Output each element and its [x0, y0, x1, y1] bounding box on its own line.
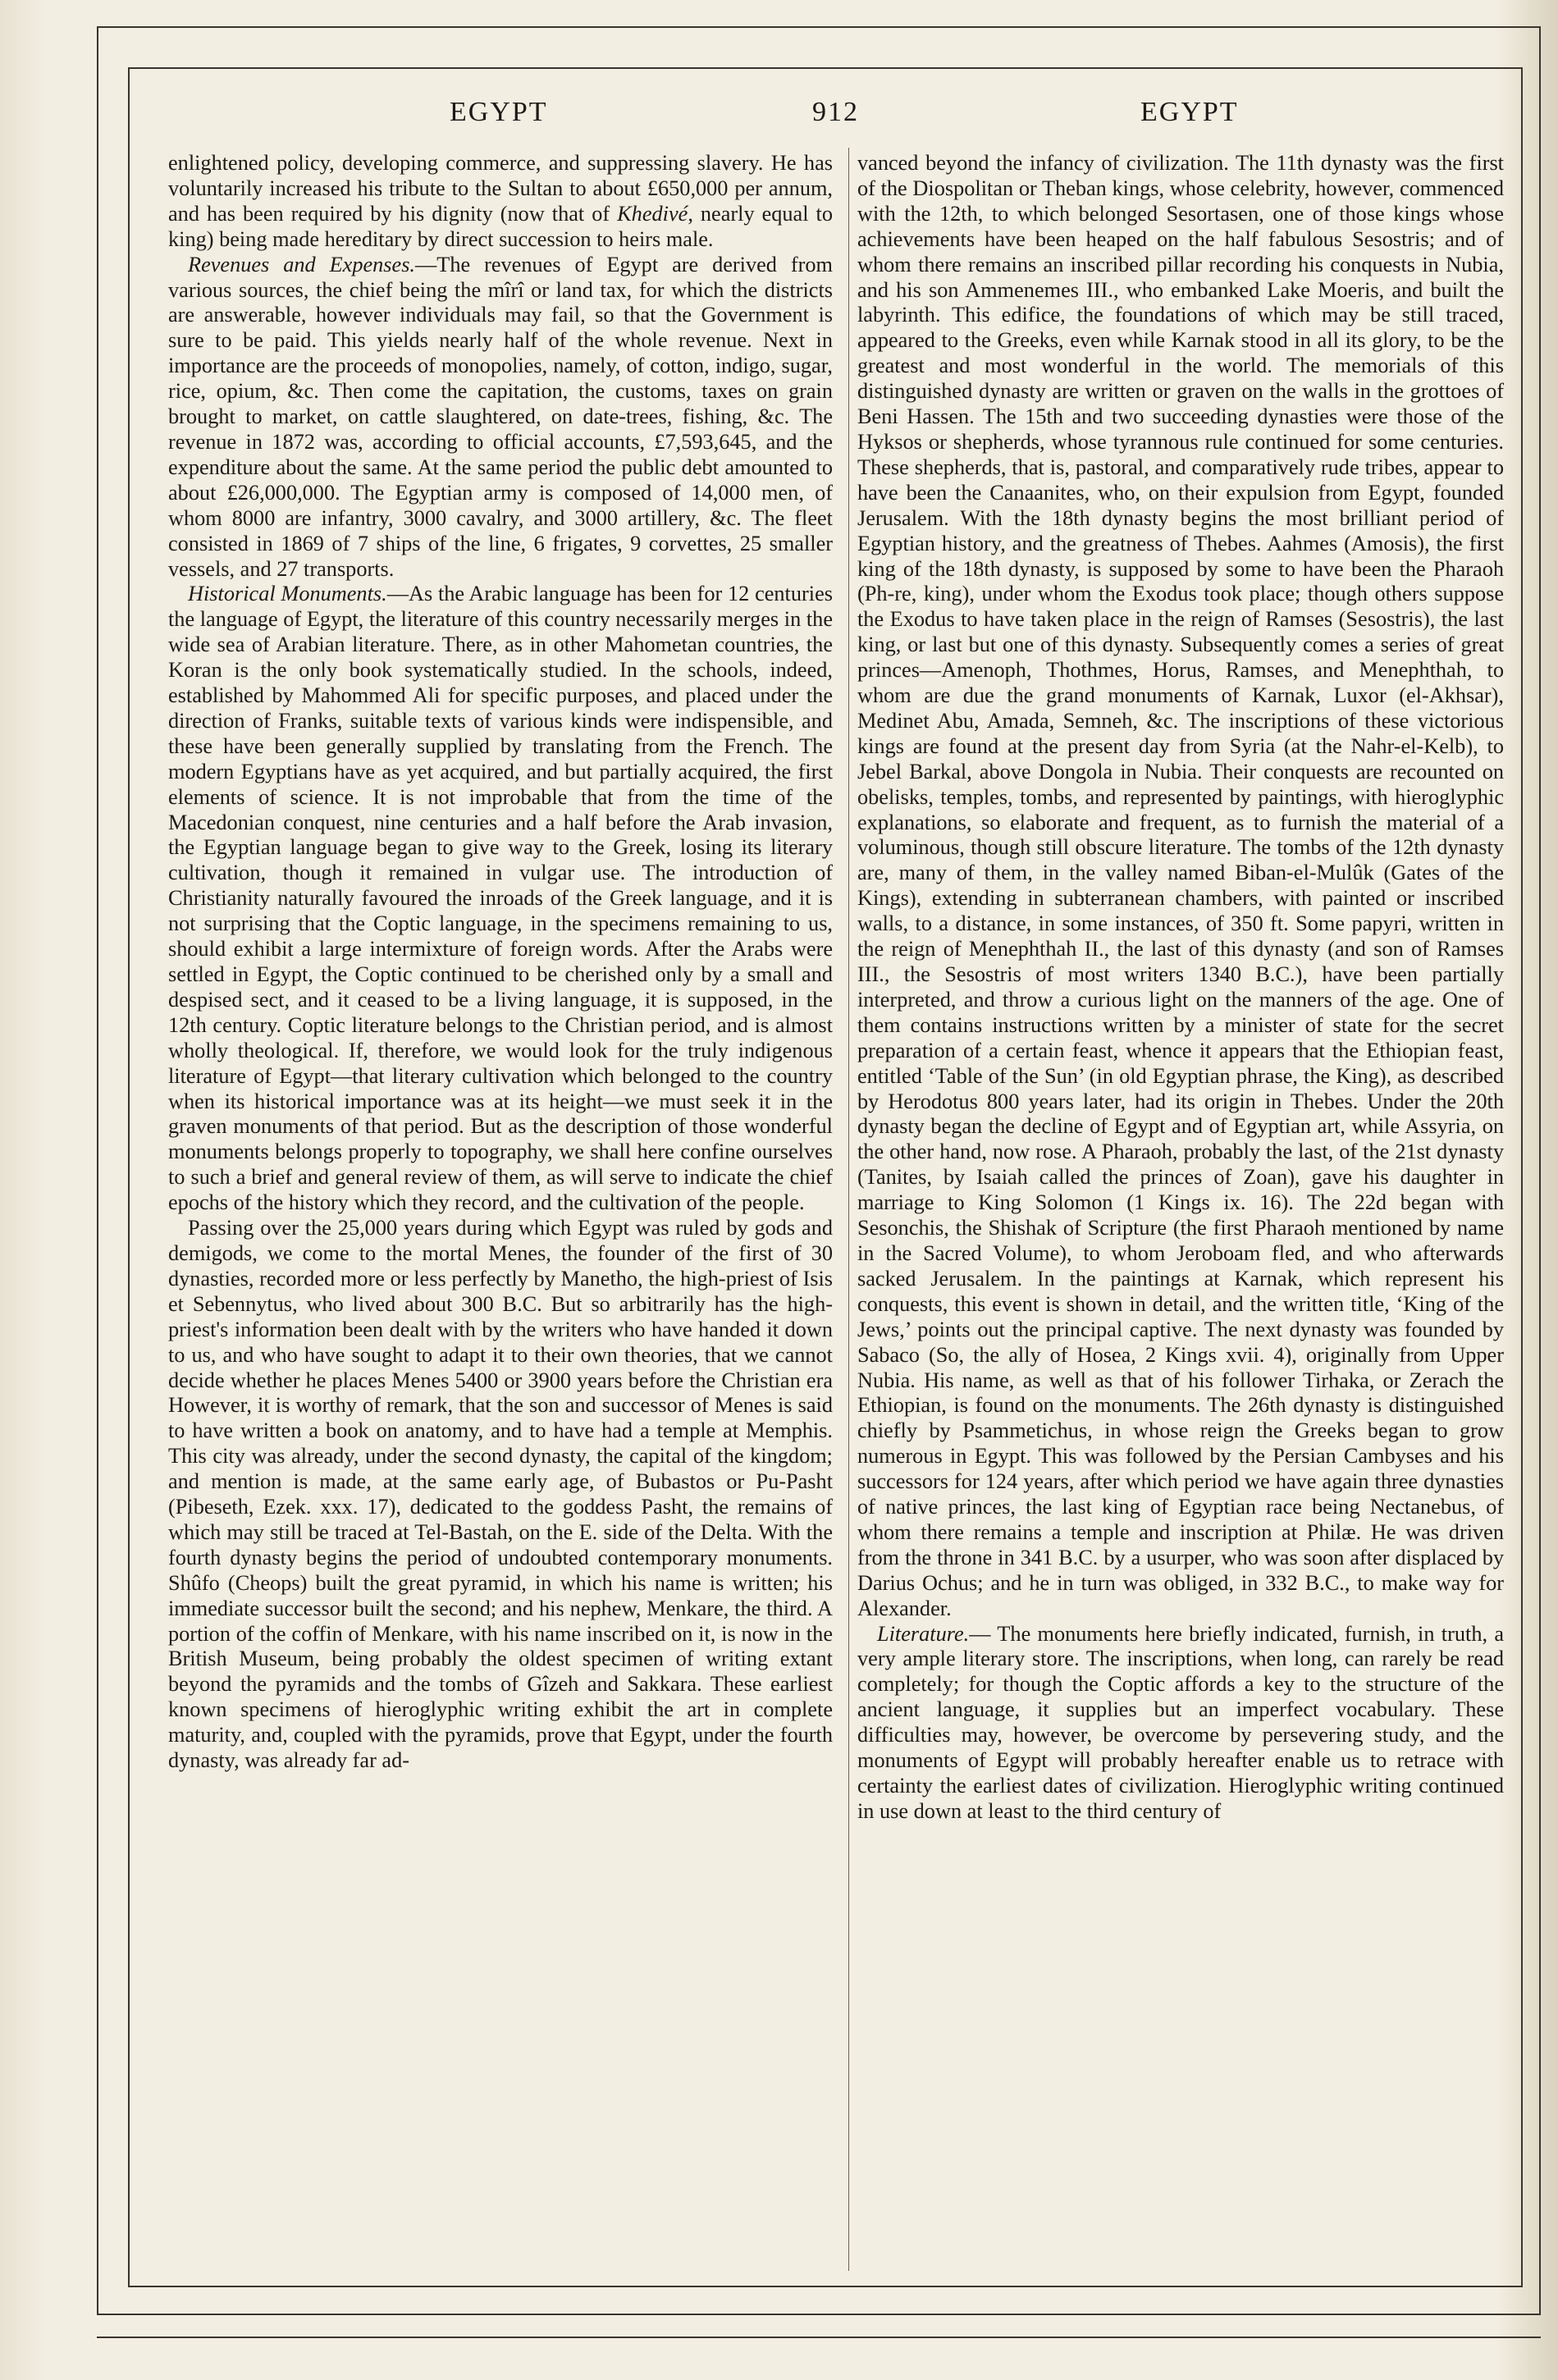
page-number: 912 — [812, 97, 859, 127]
section-heading-revenues: Revenues and Expenses. — [188, 252, 415, 276]
bottom-rule — [97, 2337, 1541, 2338]
left-column — [168, 151, 833, 2268]
paragraph: enlightened policy, developing commerce, and suppressing slavery. He has voluntarily increased his tribute to the Sultan to about £650,000 per annum, and has been required by his dignity (now that of Khedivé, nearly equal to king) being made hereditary by direct succession to heirs male. — [168, 151, 833, 251]
paragraph-historical-monuments: Historical Monuments.—As the Arabic language has been for 12 centuries the language of Egypt, the literature of this country necessarily merges in the wide sea of Arabian literature. There, as in other Mahometan countries, the Koran is the only book systematically studied. In the schools, indeed, established by Mahommed Ali for specific purposes, and placed under the direction of Franks, suitable texts of various kinds were indispensible, and these have been generally supplied by translating from the French. The modern Egyptians have as yet acquired, and but partially acquired, the first elements of science. It is not improbable that from the time of the Macedonian conquest, nine centuries and a half before the Arab invasion, the Egyptian language began to give way to the Greek, losing its literary cultivation, though it remained in vulgar use. The introduction of Christianity naturally favoured the inroads of the Greek language, and it is not surprising that the Coptic language, in the specimens remaining to us, should exhibit a large intermixture of foreign words. After the Arabs were settled in Egypt, the Coptic continued to be cherished only by a small and despised sect, and it ceased to be a living language, it is supposed, in the 12th century. Coptic literature belongs to the Christian period, and is almost wholly theological. If, therefore, we would look for the truly indigenous literature of Egypt—that literary cultivation which belonged to the country when its historical importance was at its height—we must seek it in the graven monuments of that period. But as the description of those wonderful monuments belongs properly to topography, we shall here confine ourselves to such a brief and general review of them, as will serve to indicate the chief epochs of the history which they record, and the cultivation of the people. — [168, 582, 833, 1215]
right-column — [857, 151, 1504, 2268]
running-header — [156, 97, 1493, 138]
column-divider — [848, 148, 849, 2271]
paragraph-literature: Literature.— The monuments here briefly indicated, furnish, in truth, a very ample literary store. The inscriptions, when long, can rarely be read completely; for though the Coptic affords a key to the structure of the ancient language, it supplies but an imperfect vocabulary. These difficulties may, however, be overcome by persevering study, and the monuments of Egypt will probably hereafter enable us to retrace with certainty the earliest dates of civilization. Hieroglyphic writing continued in use down at least to the third century of — [857, 1621, 1504, 1823]
section-heading-literature: Literature. — [877, 1621, 970, 1646]
paragraph: Passing over the 25,000 years during which Egypt was ruled by gods and demigods, we come to the mortal Menes, the founder of the first of 30 dynasties, recorded more or less perfectly by Manetho, the high-priest of Isis et Sebennytus, who lived about 300 B.C. But so arbitrarily has the high-priest's information been dealt with by the writers who have handed it down to us, and who have sought to adapt it to their own theories, that we cannot decide whether he places Menes 5400 or 3900 years before the Christian era However, it is worthy of remark, that the son and successor of Menes is said to have written a book on anatomy, and to have had a temple at Memphis. This city was already, under the second dynasty, the capital of the kingdom; and mention is made, at the same early age, of Bubastos or Pu-Pasht (Pibeseth, Ezek. xxx. 17), dedicated to the goddess Pasht, the remains of which may still be traced at Tel-Bastah, on the E. side of the Delta. With the fourth dynasty begins the period of undoubted contemporary monuments. Shûfo (Cheops) built the great pyramid, in which his name is written; his immediate successor built the second; and his nephew, Menkare, the third. A portion of the coffin of Menkare, with his name inscribed on it, is now in the British Museum, being probably the oldest specimen of writing extant beyond the pyramids and the tombs of Gîzeh and Sakkara. These earliest known specimens of hieroglyphic writing exhibit the art in complete maturity, and, coupled with the pyramids, prove that Egypt, under the fourth dynasty, was already far ad- — [168, 1216, 833, 1773]
header-right-title: EGYPT — [1140, 97, 1239, 127]
header-left-title: EGYPT — [450, 97, 548, 127]
paragraph: vanced beyond the infancy of civilization. The 11th dynasty was the first of the Diospolitan or Theban kings, whose celebrity, however, commenced with the 12th, to which belonged Sesortasen, one of those kings whose achievements have been heaped on the half fabulous Sesostris; and of whom there remains an inscribed pillar recording his conquests in Nubia, and his son Ammenemes III., who embanked Lake Moeris, and built the labyrinth. This edifice, the foundations of which may be still traced, appeared to the Greeks, even while Karnak stood in all its glory, to be the greatest and most wonderful in the world. The memorials of this distinguished dynasty are written or graven on the walls in the grottoes of Beni Hassen. The 15th and two succeeding dynasties were those of the Hyksos or shepherds, whose tyrannous rule continued for some centuries. These shepherds, that is, pastoral, and comparatively rude tribes, appear to have been the Canaanites, who, on their expulsion from Egypt, founded Jerusalem. With the 18th dynasty begins the most brilliant period of Egyptian history, and the greatness of Thebes. Aahmes (Amosis), the first king of the 18th dynasty, is supposed by some to have been the Pharaoh (Ph-re, king), under whom the Exodus took place; though others suppose the Exodus to have taken place in the reign of Ramses (Sesostris), the last king, or last but one of this dynasty. Subsequently comes a series of great princes—Amenoph, Thothmes, Horus, Ramses, and Menephthah, to whom are due the grand monuments of Karnak, Luxor (el-Akhsar), Medinet Abu, Amada, Semneh, &c. The inscriptions of these victorious kings are found at the present day from Syria (at the Nahr-el-Kelb), to Jebel Barkal, above Dongola in Nubia. Their conquests are recounted on obelisks, temples, tombs, and represented by paintings, with hieroglyphic explanations, so elaborate and frequent, as to furnish the material of a voluminous, though still obscure literature. The tombs of the 12th dynasty are, many of them, in the valley named Biban-el-Mulûk (Gates of the Kings), extending in subterranean chambers, with painted or inscribed walls, to a distance, in some instances, of 350 ft. Some papyri, written in the reign of Menephthah II., the last of this dynasty (and son of Ramses III., the Sesostris of most writers 1340 B.C.), have been partially interpreted, and throw a curious light on the manners of the age. One of them contains instructions written by a minister of state for the secret preparation of a certain feast, whence it appears that the Ethiopian feast, entitled ‘Table of the Sun’ (in old Egyptian phrase, the King), as described by Herodotus 800 years later, had its origin in Thebes. Under the 20th dynasty began the decline of Egypt and of Egyptian art, while Assyria, on the other hand, now rose. A Pharaoh, probably the last, of the 21st dynasty (Tanites, by Isaiah called the princes of Zoan), gave his daughter in marriage to King Solomon (1 Kings ix. 16). The 22d began with Sesonchis, the Shishak of Scripture (the first Pharaoh mentioned by name in the Sacred Volume), to whom Jeroboam fled, and who afterwards sacked Jerusalem. In the paintings at Karnak, which represent his conquests, this event is shown in detail, and the written title, ‘King of the Jews,’ points out the principal captive. The next dynasty was founded by Sabaco (So, the ally of Hosea, 2 Kings xvii. 4), originally from Upper Nubia. His name, as well as that of his follower Tirhaka, or Zerach the Ethiopian, is found on the monuments. The 26th dynasty is distinguished chiefly by Psammetichus, in whose reign the Greeks began to grow numerous in Egypt. This was followed by the Persian Cambyses and his successors for 124 years, after which period we have again three dynasties of native princes, the last king of Egyptian race being Nectanebus, of whom there remains a temple and inscription at Philæ. He was driven from the throne in 341 B.C. by a usurper, who was soon after displaced by Darius Ochus; and he in turn was obliged, in 332 B.C., to make way for Alexander. — [857, 151, 1504, 1620]
section-heading-monuments: Historical Monuments. — [188, 582, 387, 606]
paragraph-revenues: Revenues and Expenses.—The revenues of Egypt are derived from various sources, the chief being the mîrî or land tax, for which the districts are answerable, however individuals may fail, so that the Government is sure to be paid. This yields nearly half of the whole revenue. Next in importance are the proceeds of monopolies, namely, of cotton, indigo, sugar, rice, opium, &c. Then come the capitation, the customs, taxes on grain brought to market, on cattle slaughtered, on date-trees, fishing, &c. The revenue in 1872 was, according to official accounts, £7,593,645, and the expenditure about the same. At the same period the public debt amounted to about £26,000,000. The Egyptian army is composed of 14,000 men, of whom 8000 are infantry, 3000 cavalry, and 3000 artillery, &c. The fleet consisted in 1869 of 7 ships of the line, 6 frigates, 9 corvettes, 25 smaller vessels, and 27 transports. — [168, 252, 833, 581]
